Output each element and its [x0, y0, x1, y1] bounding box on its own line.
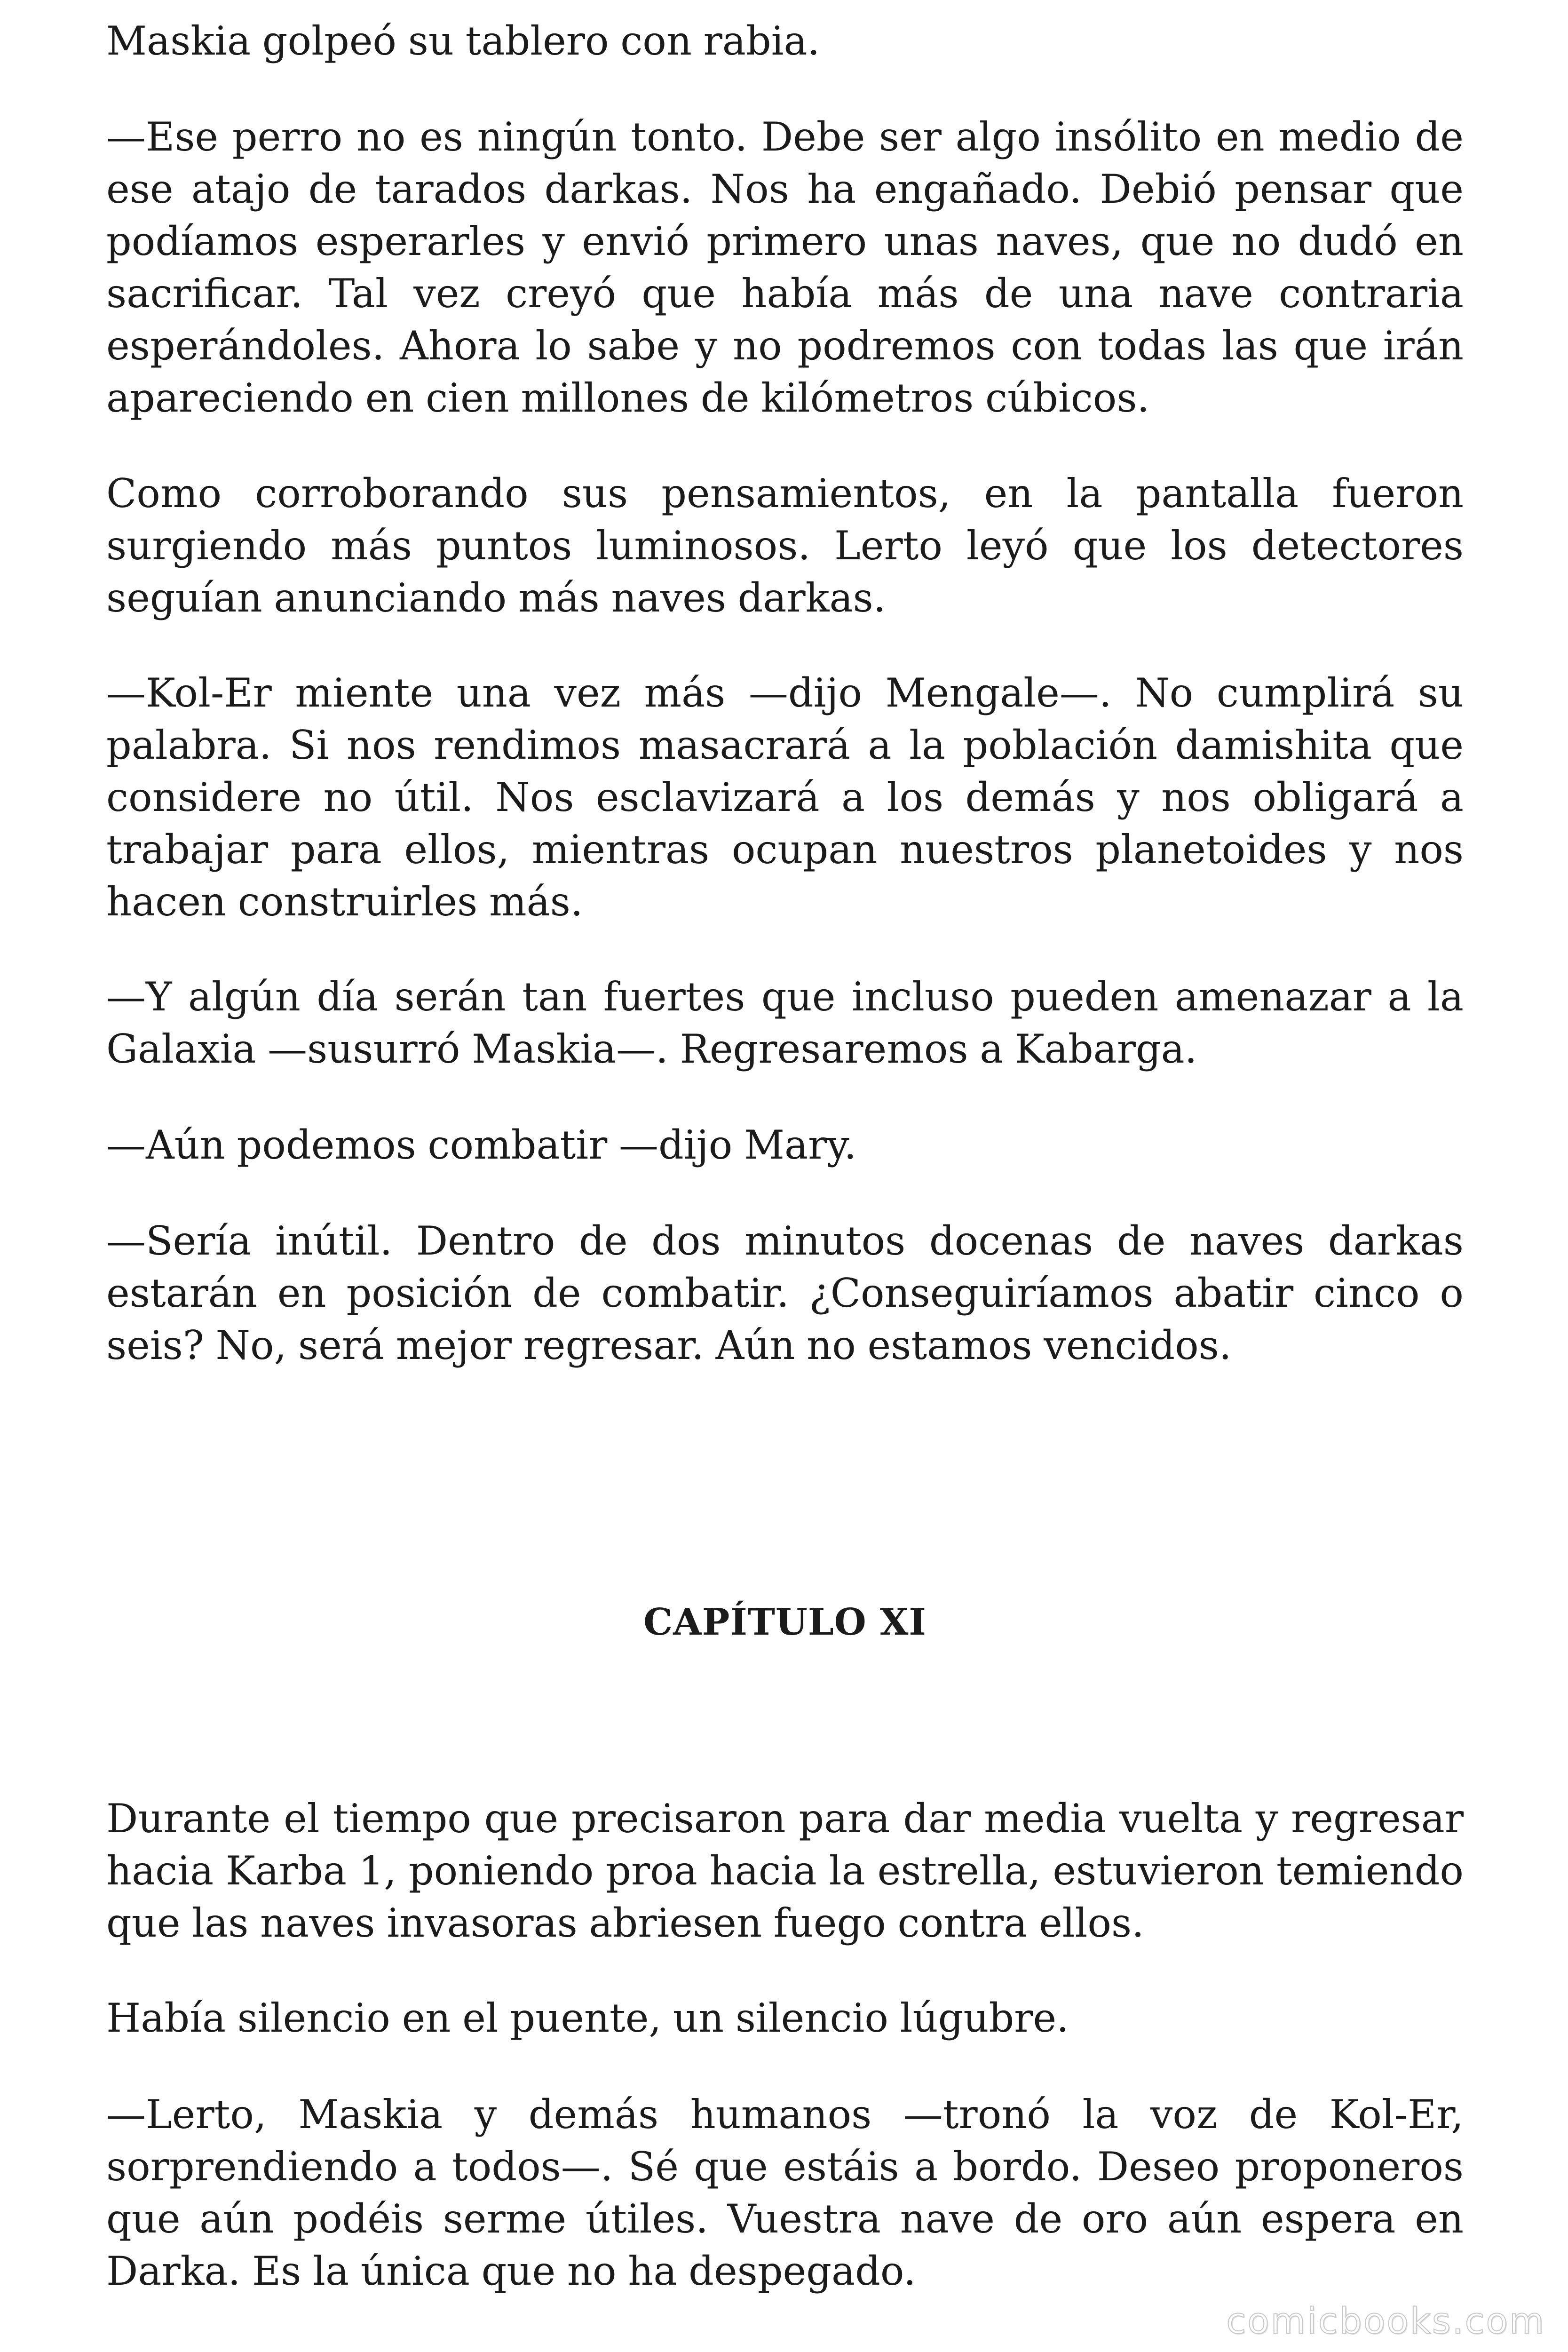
paragraph: Durante el tiempo que precisaron para dar media vuelta y regresar hacia Karba 1, poniendo proa hacia la estrella, estuvieron temiendo que las naves invasoras abriesen fuego contra ellos.: [106, 1796, 1464, 1946]
paragraph: Había silencio en el puente, un silencio lúgubre.: [106, 1995, 1069, 2041]
chapter-title: CAPÍTULO XI: [643, 1601, 927, 1644]
paragraph: —Sería inútil. Dentro de dos minutos docenas de naves darkas estarán en posición de combatir. ¿Conseguiríamos abatir cinco o seis? No, será mejor regresar. Aún no estamos vencidos.: [106, 1218, 1464, 1368]
paragraph: Maskia golpeó su tablero con rabia.: [106, 18, 820, 64]
paragraph: —Kol-Er miente una vez más —dijo Mengale—. No cumplirá su palabra. Si nos rendimos masacrará a la población damishita que considere no útil. Nos esclavizará a los demás y nos obligará a trabajar para ellos, mientras ocupan nuestros planetoides y nos hacen construirles más.: [106, 670, 1464, 925]
paragraph: —Ese perro no es ningún tonto. Debe ser algo insólito en medio de ese atajo de tarados darkas. Nos ha engañado. Debió pensar que podíamos esperarles y envió primero unas naves, que no dudó en sacrificar. Tal vez creyó que había más de una nave contraria esperándoles. Ahora lo sabe y no podremos con todas las que irán apareciendo en cien millones de kilómetros cúbicos.: [106, 114, 1464, 421]
paragraph: —Aún podemos combatir —dijo Mary.: [106, 1122, 857, 1168]
paragraph: —Lerto, Maskia y demás humanos —tronó la voz de Kol-Er, sorprendiendo a todos—. Sé que estáis a bordo. Deseo proponeros que aún podéis serme útiles. Vuestra nave de oro aún espera en Darka. Es la única que no ha despegado.: [106, 2091, 1464, 2294]
paragraph: —Y algún día serán tan fuertes que incluso pueden amenazar a la Galaxia —susurró Maskia—. Regresaremos a Kabarga.: [106, 974, 1464, 1072]
watermark: comicbooks.com: [1226, 2300, 1545, 2342]
paragraph: Como corroborando sus pensamientos, en la pantalla fueron surgiendo más puntos luminosos. Lerto leyó que los detectores seguían anunciando más naves darkas.: [106, 470, 1464, 621]
